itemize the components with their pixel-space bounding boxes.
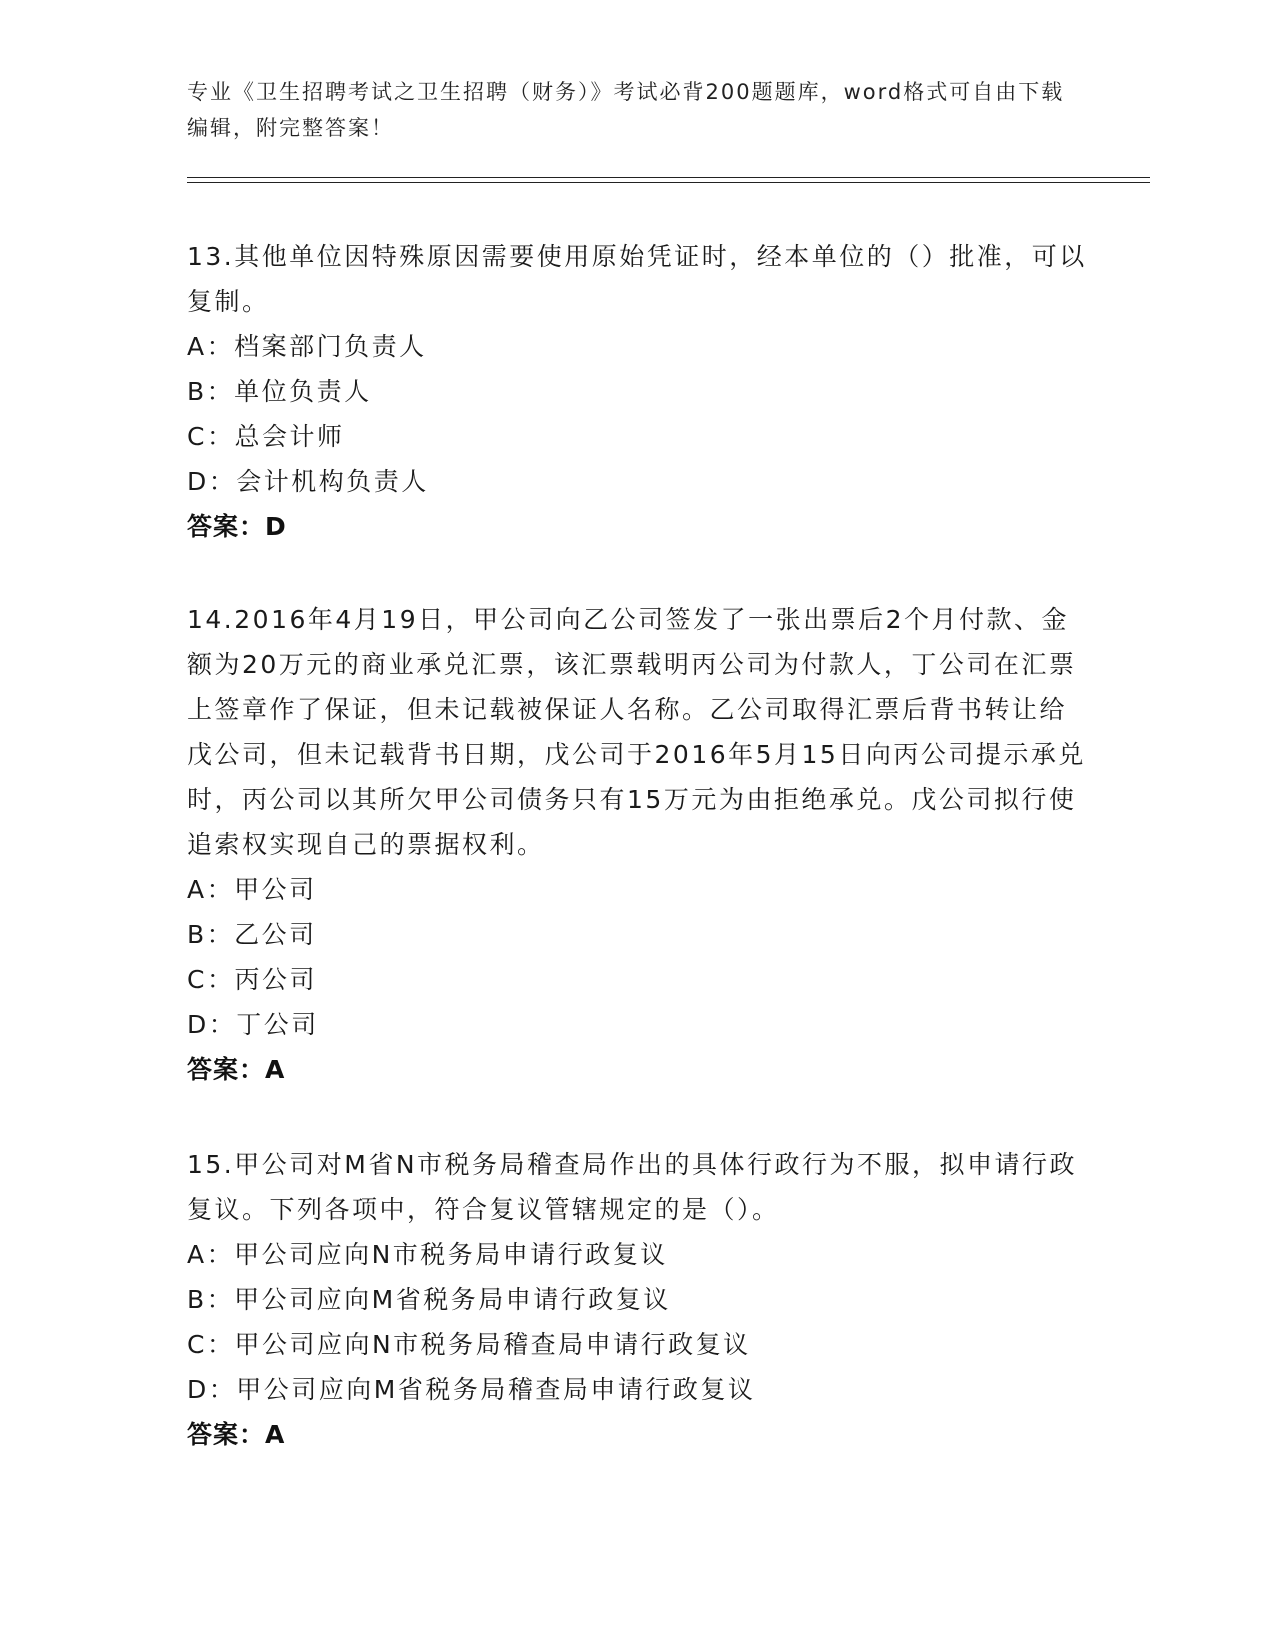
option-a: A：档案部门负责人 (187, 332, 427, 361)
question-13 (187, 234, 1087, 549)
option-b: B：单位负责人 (187, 377, 372, 406)
option-a: A：甲公司 (187, 875, 317, 904)
document-header: 专业《卫生招聘考试之卫生招聘（财务）》考试必背200题题库，word格式可自由下载编辑，附完整答案！ (187, 80, 1065, 140)
option-d: D：会计机构负责人 (187, 467, 429, 496)
option-b: B：甲公司应向M省税务局申请行政复议 (187, 1285, 671, 1314)
question-15 (187, 1142, 1087, 1457)
option-b: B：乙公司 (187, 920, 317, 949)
option-d: D：甲公司应向M省税务局稽查局申请行政复议 (187, 1375, 756, 1404)
question-stem: 14.2016年4月19日，甲公司向乙公司签发了一张出票后2个月付款、金额为20万元的商业承兑汇票，该汇票载明丙公司为付款人，丁公司在汇票上签章作了保证，但未记载被保证人名称。乙公司取得汇票后背书转让给戊公司，但未记载背书日期，戊公司于2016年5月15日向丙公司提示承兑时，丙公司以其所欠甲公司债务只有15万元为由拒绝承兑。戊公司拟行使追索权实现自己的票据权利。 (187, 605, 1086, 859)
option-c: C：总会计师 (187, 422, 345, 451)
question-14 (187, 597, 1087, 1092)
option-d: D：丁公司 (187, 1010, 319, 1039)
question-stem: 13.其他单位因特殊原因需要使用原始凭证时，经本单位的（）批准，可以复制。 (187, 242, 1087, 316)
option-a: A：甲公司应向N市税务局申请行政复议 (187, 1240, 668, 1269)
header-divider-top (187, 177, 1150, 178)
option-c: C：甲公司应向N市税务局稽查局申请行政复议 (187, 1330, 751, 1359)
answer-label: 答案：A (187, 1420, 286, 1449)
answer-label: 答案：D (187, 512, 287, 541)
header-divider-bottom (187, 182, 1150, 183)
answer-label: 答案：A (187, 1055, 286, 1084)
option-c: C：丙公司 (187, 965, 317, 994)
question-stem: 15.甲公司对M省N市税务局稽查局作出的具体行政行为不服，拟申请行政复议。下列各项中，符合复议管辖规定的是（）。 (187, 1150, 1078, 1224)
